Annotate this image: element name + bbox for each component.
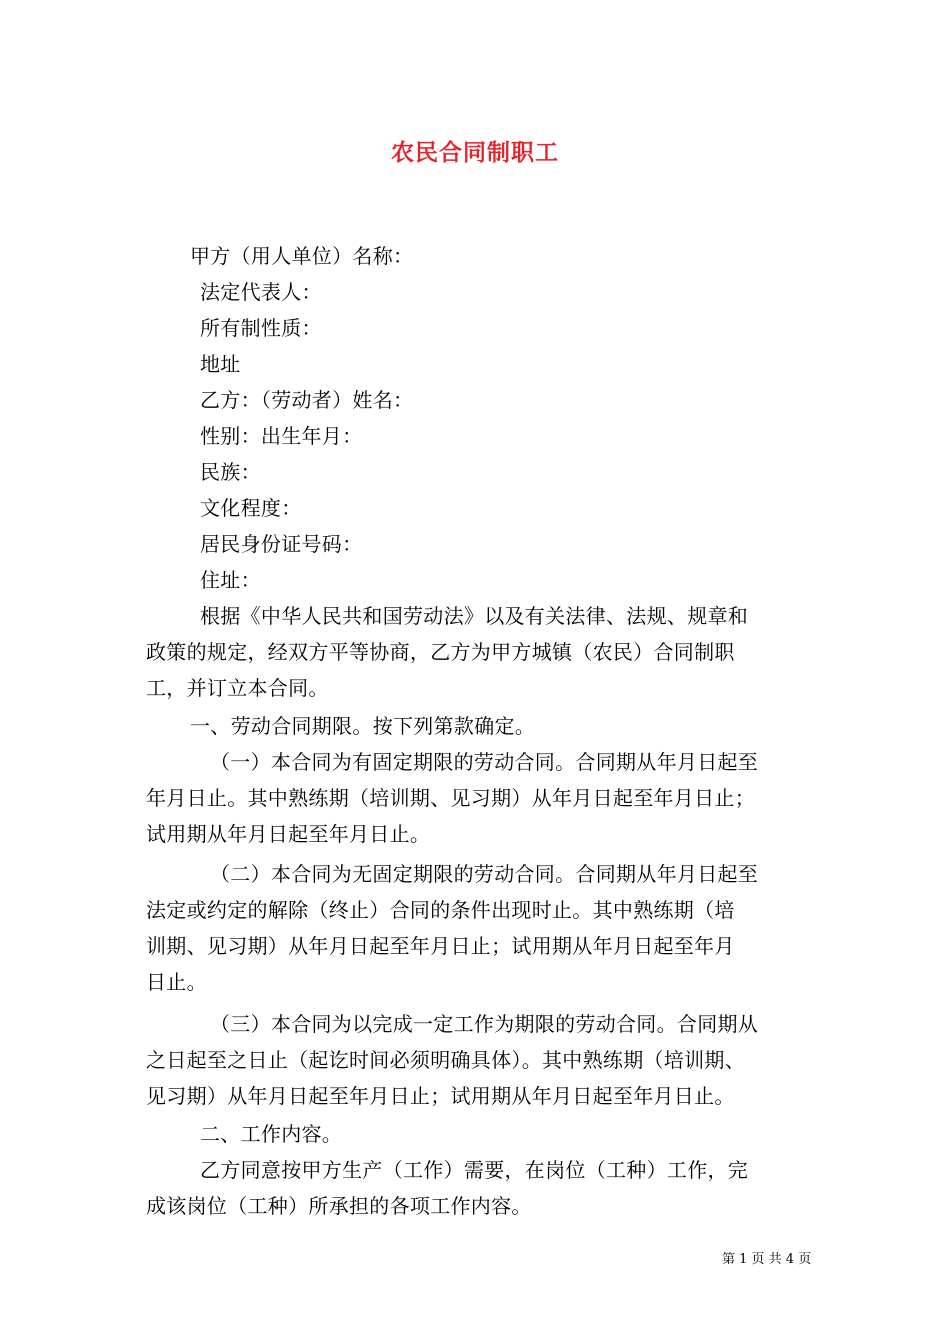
paragraph-line: （二）本合同为无固定期限的劳动合同。合同期从年月日起至 — [210, 862, 759, 886]
legal-representative: 法定代表人： — [200, 280, 322, 304]
paragraph-line: 训期、见习期）从年月日起至年月日止；试用期从年月日起至年月 — [146, 934, 735, 958]
document-title: 农民合同制职工 — [391, 139, 559, 166]
ethnicity: 民族： — [200, 460, 261, 484]
gender-birth: 性别：出生年月： — [200, 424, 363, 448]
party-a-name: 甲方（用人单位）名称： — [190, 244, 414, 268]
residence: 住址： — [200, 568, 261, 592]
paragraph-line: 年月日止。其中熟练期（培训期、见习期）从年月日起至年月日止； — [146, 786, 755, 810]
paragraph-line: 之日起至之日止（起讫时间必须明确具体）。其中熟练期（培训期、 — [146, 1048, 745, 1072]
paragraph-line: 法定或约定的解除（终止）合同的条件出现时止。其中熟练期（培 — [146, 898, 735, 922]
address: 地址 — [200, 352, 241, 376]
paragraph-line: 政策的规定，经双方平等协商，乙方为甲方城镇（农民）合同制职 — [146, 640, 735, 664]
education-level: 文化程度： — [200, 496, 302, 520]
party-b-name: 乙方：（劳动者）姓名： — [200, 388, 414, 412]
section-heading: 二、工作内容。 — [200, 1122, 343, 1146]
paragraph-line: 根据《中华人民共和国劳动法》以及有关法律、法规、规章和 — [200, 604, 749, 628]
paragraph-line: 见习期）从年月日起至年月日止；试用期从年月日起至年月日止。 — [146, 1084, 735, 1108]
paragraph-line: （一）本合同为有固定期限的劳动合同。合同期从年月日起至 — [210, 750, 759, 774]
page-number: 第 1 页 共 4 页 — [722, 1252, 812, 1267]
ownership-type: 所有制性质： — [200, 316, 322, 340]
paragraph-line: 试用期从年月日起至年月日止。 — [146, 822, 431, 846]
paragraph-line: 工，并订立本合同。 — [146, 676, 329, 700]
paragraph-line: 日止。 — [146, 970, 207, 994]
section-heading: 一、劳动合同期限。按下列第款确定。 — [190, 714, 536, 738]
paragraph-line: 成该岗位（工种）所承担的各项工作内容。 — [146, 1194, 532, 1218]
paragraph-line: 乙方同意按甲方生产（工作）需要，在岗位（工种）工作，完 — [200, 1158, 749, 1182]
id-number: 居民身份证号码： — [200, 532, 363, 556]
paragraph-line: （三）本合同为以完成一定工作为期限的劳动合同。合同期从 — [210, 1012, 759, 1036]
